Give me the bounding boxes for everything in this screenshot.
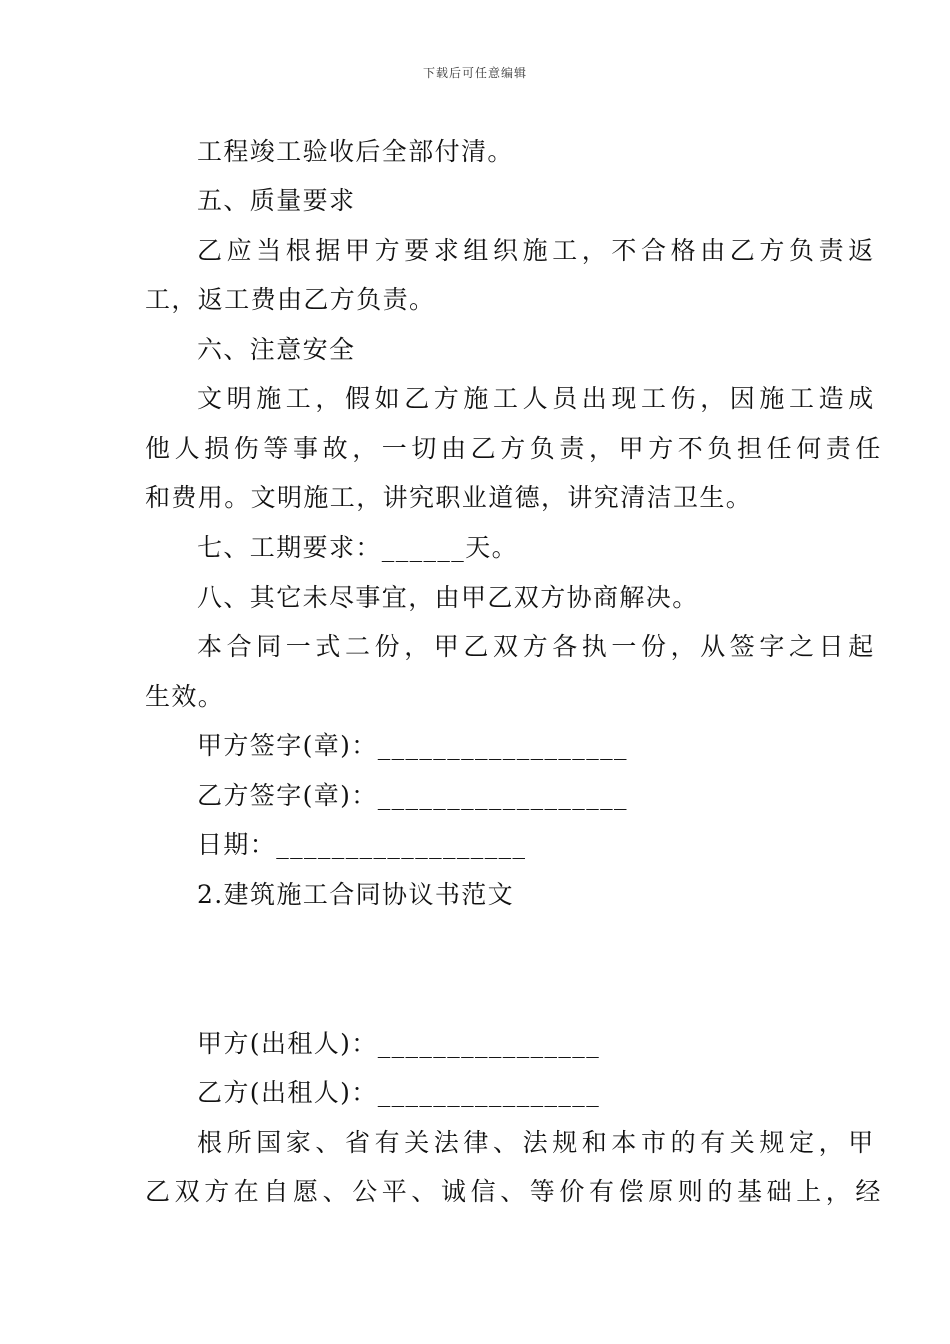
- text-line: 乙双方在自愿、公平、诚信、等价有偿原则的基础上，经: [145, 1177, 886, 1206]
- text-line: 工，返工费由乙方负责。: [145, 285, 436, 314]
- signature-line-party-b: 乙方签字(章)：__________________: [197, 781, 628, 810]
- section-heading: 八、其它未尽事宜，由甲乙双方协商解决。: [197, 583, 699, 612]
- section-heading: 七、工期要求：______天。: [197, 533, 519, 562]
- date-line: 日期：__________________: [197, 830, 527, 859]
- text-line: 他人损伤等事故，一切由乙方负责，甲方不负担任何责任: [145, 434, 886, 463]
- text-line: 根所国家、省有关法律、法规和本市的有关规定，甲: [197, 1128, 878, 1157]
- text-line: 乙应当根据甲方要求组织施工，不合格由乙方负责返: [197, 236, 878, 265]
- text-line: 生效。: [145, 682, 225, 711]
- page-header: 下载后可任意编辑: [422, 66, 527, 80]
- signature-line-party-a: 甲方签字(章)：__________________: [197, 731, 628, 760]
- text-line: 和费用。文明施工，讲究职业道德，讲究清洁卫生。: [145, 483, 753, 512]
- party-a-line: 甲方(出租人)：________________: [197, 1029, 601, 1058]
- section-heading: 五、质量要求: [197, 186, 356, 215]
- text-line: 工程竣工验收后全部付清。: [197, 137, 514, 166]
- text-line: 本合同一式二份，甲乙双方各执一份，从签字之日起: [197, 632, 878, 661]
- text-line: 文明施工，假如乙方施工人员出现工伤，因施工造成: [197, 384, 878, 413]
- document-title: 2.建筑施工合同协议书范文: [197, 880, 515, 909]
- section-heading: 六、注意安全: [197, 335, 356, 364]
- party-b-line: 乙方(出租人)：________________: [197, 1078, 601, 1107]
